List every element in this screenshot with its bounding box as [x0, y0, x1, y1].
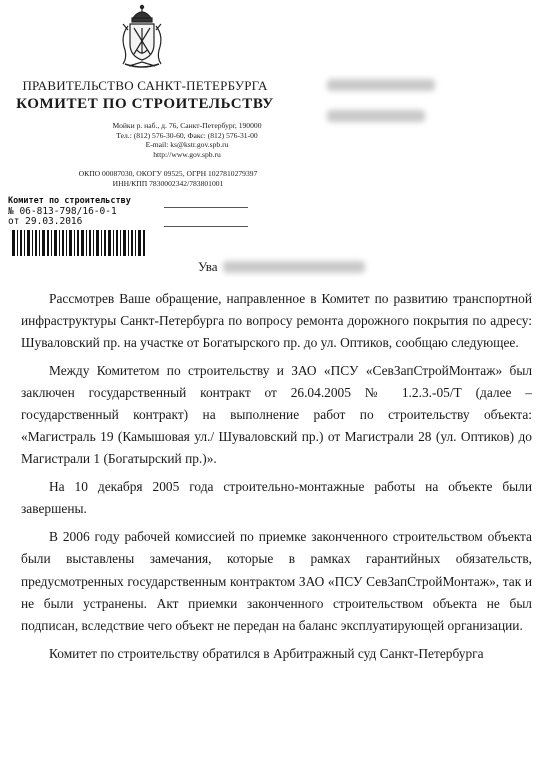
- stamp-organization: Комитет по строительству: [8, 196, 131, 206]
- paragraph: Между Комитетом по строительству и ЗАО «ПСУ «СевЗапСтройМонтаж» был заключен государственный контракт от 26.04.2005 № 1.2.3.-05/Т (далее – государственный контракт) на выполнение работ по строительству объекта: «Магистраль 19 (Камышовая ул./ Шуваловский пр.) от Магистрали 28 (ул. Оптиков) до Магистрали 1 (Богатырский пр.)».: [21, 363, 532, 467]
- registration-codes: [52, 169, 284, 188]
- contact-block: [92, 121, 282, 159]
- barcode-icon: [12, 230, 145, 256]
- greeting: [198, 259, 217, 275]
- paragraph: В 2006 году рабочей комиссией по приемке законченного строительством объекта были выставлены замечания, которые в рамках гарантийных обязательств, предусмотренных государственным контрактом ЗАО «ПСУ СевЗапСтройМонтаж», так и не были устранены. Акт приемки законченного строительством объекта не был подписан, вследствие чего объект не передан на баланс эксплуатирующей организации.: [21, 529, 532, 633]
- paragraph: На 10 декабря 2005 года строительно-монтажные работы на объекте были завершены.: [21, 479, 532, 517]
- letter-body: [21, 288, 532, 670]
- committee-name: КОМИТЕТ ПО СТРОИТЕЛЬСТВУ: [16, 96, 274, 112]
- blank-line-1: [164, 207, 248, 208]
- redacted-recipient-line-1: [327, 79, 435, 91]
- redacted-recipient-name: [223, 261, 365, 273]
- paragraph: Комитет по строительству обратился в Арбитражный суд Санкт-Петербурга: [49, 645, 484, 661]
- stamp-date: от 29.03.2016: [8, 216, 83, 227]
- inn-line: ИНН/КПП 7830002342/783801001: [112, 178, 224, 188]
- address: Мойки р. наб., д. 76, Санкт-Петербург, 190000: [112, 121, 262, 130]
- phone-fax: Тел.: (812) 576-30-60, Факс: (812) 576-31-00: [116, 130, 258, 140]
- st-petersburg-coat-of-arms-icon: [117, 4, 167, 70]
- paragraph: Рассмотрев Ваше обращение, направленное в Комитет по развитию транспортной инфраструктуры Санкт-Петербурга по вопросу ремонта дорожного покрытия по адресу: Шуваловский пр. на участке от Богатырского пр. до ул. Оптиков, сообщаю следующее.: [21, 291, 532, 351]
- registration-stamp: [8, 196, 148, 228]
- redacted-recipient-line-2: [327, 110, 425, 122]
- website: http://www.gov.spb.ru: [153, 149, 221, 159]
- stamp-number: № 06-813-798/16-0-1: [8, 205, 117, 217]
- greeting-prefix: Ува: [198, 259, 218, 274]
- government-name: ПРАВИТЕЛЬСТВО САНКТ-ПЕТЕРБУРГА: [22, 78, 268, 93]
- blank-line-2: [164, 226, 248, 227]
- email: E-mail: ks@kstr.gov.spb.ru: [145, 140, 229, 149]
- okpo-line: ОКПО 00087030, ОКОГУ 09525, ОГРН 1027810279397: [78, 169, 258, 178]
